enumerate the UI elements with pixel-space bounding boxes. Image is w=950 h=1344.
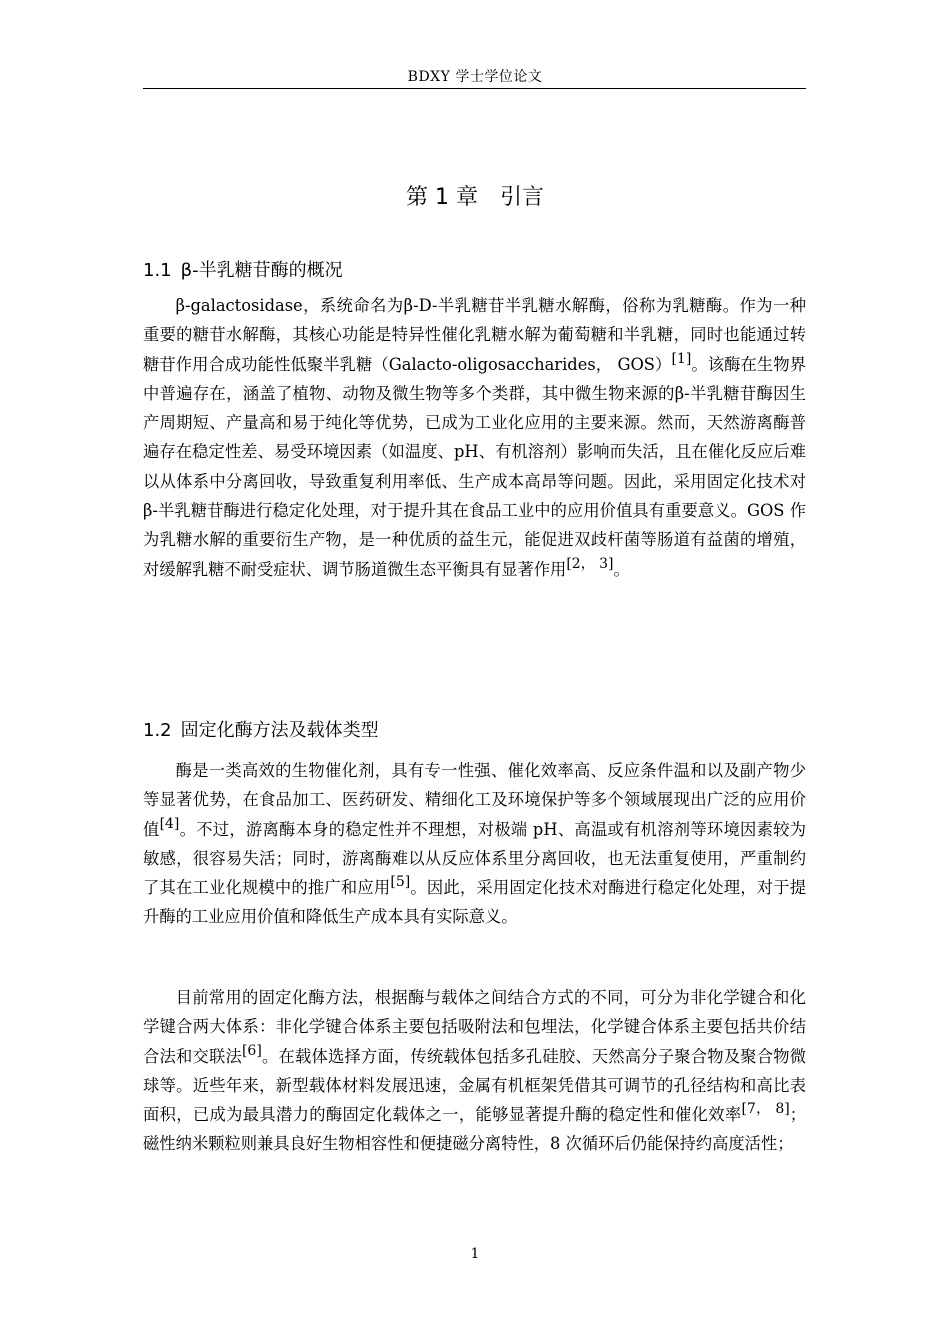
page-number: 1 — [470, 1246, 480, 1262]
paragraph-text: 。该酶在生物界中普遍存在，涵盖了植物、动物及微生物等多个类群，其中微生物来源的β-半乳糖苷酶因生产周期短、产量高和易于纯化等优势，已成为工业化应用的主要来源。然而，天然游离酶普遍存在稳定性差、易受环境因素（如温度、pH、有机溶剂）影响而失活，且在催化反应后难以从体系中分离回收，导致重复利用率低、生产成本高昂等问题。因此，采用固定化技术对β-半乳糖苷酶进行稳定化处理，对于提升其在食品工业中的应用价值具有重要意义。GOS 作为乳糖水解的重要衍生产物，是一种优质的益生元，能促进双歧杆菌等肠道有益菌的增殖，对缓解乳糖不耐受症状、调节肠道微生态平衡具有显著作用 — [143, 354, 806, 579]
citation: [1] — [671, 350, 692, 367]
section-title: 固定化酶方法及载体类型 — [180, 720, 379, 741]
section-heading-1-2 — [143, 716, 806, 742]
chapter-heading — [0, 180, 950, 211]
paragraph — [143, 983, 806, 1159]
paragraph — [143, 756, 806, 932]
section-number: 1.1 — [143, 260, 172, 281]
paragraph-text: 。在载体选择方面，传统载体包括多孔硅胶、天然高分子聚合物及聚合物微球等。近些年来，新型载体材料发展迅速，金属有机框架凭借其可调节的孔径结构和高比表面积，已成为最具潜力的酶固定化载体之一，能够显著提升酶的稳定性和催化效率 — [143, 1046, 806, 1125]
paragraph-text: 酶是一类高效的生物催化剂，具有专一性强、催化效率高、反应条件温和以及副产物少等显著优势，在食品加工、医药研发、精细化工及环境保护等多个领域展现出广泛的应用价值 — [143, 761, 806, 839]
citation: [2， 3] — [566, 555, 614, 572]
citation: [7， 8] — [741, 1101, 790, 1118]
section-heading-1-1 — [143, 256, 806, 282]
citation: [6] — [241, 1042, 262, 1059]
paragraph-text: 。不过，游离酶本身的稳定性并不理想，对极端 pH、高温或有机溶剂等环境因素较为敏感，很容易失活；同时，游离酶难以从反应体系里分离回收，也无法重复使用，严重制约了其在工业化规模中的推广和应用 — [143, 819, 806, 898]
citation: [5] — [390, 874, 411, 891]
paragraph-text: ；磁性纳米颗粒则兼具良好生物相容性和便捷磁分离特性，8 次循环后仍能保持约高度活性； — [143, 1105, 806, 1154]
paragraph-text: 目前常用的固定化酶方法，根据酶与载体之间结合方式的不同，可分为非化学键合和化学键合两大体系：非化学键合体系主要包括吸附法和包埋法，化学键合体系主要包括共价结合法和交联法 — [143, 988, 806, 1066]
section-title: β-半乳糖苷酶的概况 — [180, 260, 343, 281]
citation: [4] — [159, 815, 180, 832]
paragraph-text: 。因此，采用固定化技术对酶进行稳定化处理，对于提升酶的工业应用价值和降低生产成本具有实际意义。 — [143, 878, 806, 927]
paragraph-text: 。 — [613, 559, 630, 579]
paragraph-text: β-galactosidase，系统命名为β-D-半乳糖苷半乳糖水解酶，俗称为乳糖酶。作为一种重要的糖苷水解酶，其核心功能是特异性催化乳糖水解为葡萄糖和半乳糖，同时也能通过转糖苷作用合成功能性低聚半乳糖（Galacto-oligosaccharides， GOS） — [143, 296, 806, 374]
chapter-number: 第 1 章 — [406, 185, 478, 210]
chapter-title: 引言 — [499, 185, 544, 210]
header-rule — [143, 88, 806, 89]
section-number: 1.2 — [143, 720, 172, 741]
paragraph — [143, 291, 806, 584]
running-header: BDXY 学士学位论文 — [407, 69, 543, 85]
